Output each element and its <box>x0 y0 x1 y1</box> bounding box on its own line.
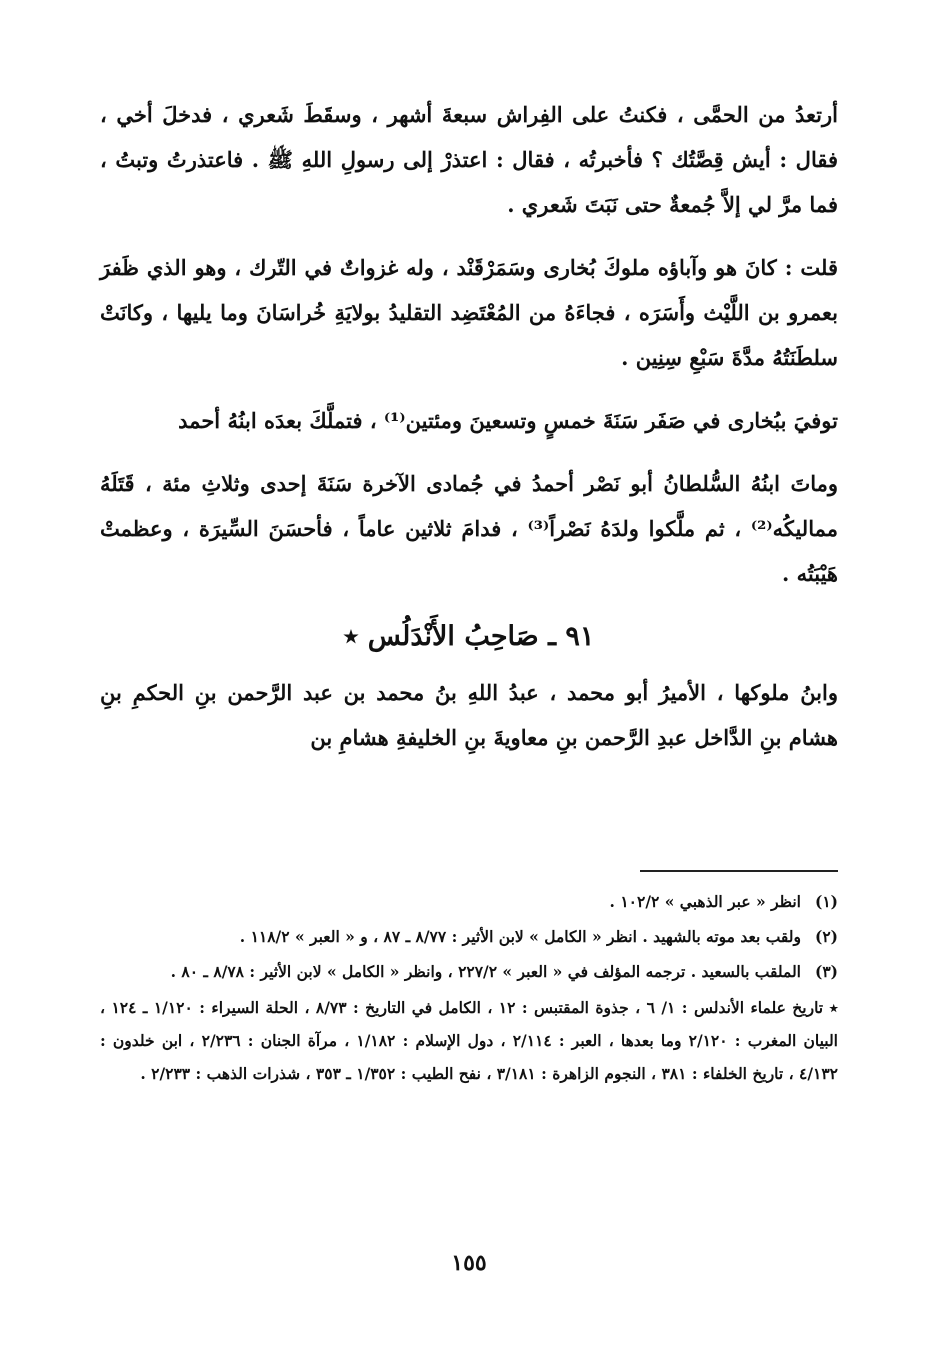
source-references: ٭ تاريخ علماء الأندلس : ١/ ٦ ، جذوة المقتبس : ١٢ ، الكامل في التاريخ : ٨/٧٣ ، الحلة السيراء : ١/١٢٠ ـ ١٢٤ ، البيان المغرب : ٢/١٢٠ وما بعدها ، العبر : ٢/١١٤ ، دول الإسلام : ١/١٨٢ ، مرآة الجنان : ٢/٢٣٦ ، ابن خلدون : ٤/١٣٢ ، تاريخ الخلفاء : ٣٨١ ، النجوم الزاهرة : ٣/١٨١ ، نفح الطيب : ١/٣٥٢ ـ ٣٥٣ ، شذرات الذهب : ٢/٢٣٣ . <box>100 998 838 1083</box>
footnote-number: (٣) <box>814 962 838 981</box>
footnote-divider <box>640 870 838 872</box>
paragraph: أرتعدُ من الحمَّى ، فكنتُ على الفِراش سبعةَ أشهر ، وسقَطَ شَعري ، فدخلَ أخي ، فقال : أيش قِصَّتُك ؟ فأخبرتُه ، فقال : اعتذرْ إلى رسولِ اللهِ ﷺ . فاعتذرتُ وتبتُ ، فما مرَّ لي إلاَّ جُمعةٌ حتى نَبَتَ شَعري . <box>100 102 838 217</box>
footnote-1 <box>100 886 838 917</box>
paragraph: توفيَ ببُخارى في صَفَر سَنَةَ خمسٍ وتسعينَ ومئتين⁽¹⁾ ، فتملَّكَ بعدَه ابنُهُ أحمد <box>178 408 838 433</box>
paragraph: وماتَ ابنُهُ السُّلطانُ أبو نَصْر أحمدُ في جُمادى الآخرة سَنَةَ إحدى وثلاثِ مئة ، قَتَلَهُ مماليكُه⁽²⁾ ، ثم ملَّكوا ولدَهُ نَصْراً⁽³⁾ ، فدامَ ثلاثين عاماً ، فأحسَنَ السِّيرَة ، وعظمتْ هَيْبَتُه . <box>100 471 838 586</box>
page-number: ١٥٥ <box>451 1250 487 1276</box>
footnote-number: (١) <box>814 892 838 911</box>
footnote-2 <box>100 921 838 952</box>
footnotes <box>100 886 838 1090</box>
footnote-text: انظر « عبر الذهبي » ١٠٢/٢ . <box>609 892 801 911</box>
footnote-3 <box>100 956 838 987</box>
footnote-number: (٢) <box>814 927 838 946</box>
section-heading: ٩١ ـ صَاحِبُ الأَنْدَلُس ٭ <box>343 621 595 652</box>
footnote-text: ولقب بعد موته بالشهيد . انظر « الكامل » لابن الأثير : ٨/٧٧ ـ ٨٧ ، و « العبر » ١١٨/٢ . <box>239 927 801 946</box>
section-paragraph: وابنُ ملوكها ، الأميرُ أبو محمد ، عبدُ اللهِ بنُ محمد بن عبد الرَّحمن بنِ الحكمِ بنِ هشام بنِ الدَّاخل عبدِ الرَّحمن بنِ معاويةَ بنِ الخليفةِ هشامِ بن <box>100 680 838 750</box>
footnote-text: الملقب بالسعيد . ترجمه المؤلف في « العبر » ٢٢٧/٢ ، وانظر « الكامل » لابن الأثير : ٨/٧٨ ـ ٨٠ . <box>170 962 801 981</box>
paragraph: قلت : كانَ هو وآباؤه ملوكَ بُخارى وسَمَرْقَنْد ، وله غزواتٌ في التّرك ، وهو الذي ظَفرَ بعمرو بن اللَّيْث وأَسَرَه ، فجاءَهُ من المُعْتَضِد التقليدُ بولايَةِ خُراسَانَ وما يليها ، وكانَتْ سلطَنَتُهُ مدَّةَ سَبْعِ سِنِين . <box>100 255 838 370</box>
main-text <box>100 92 838 778</box>
